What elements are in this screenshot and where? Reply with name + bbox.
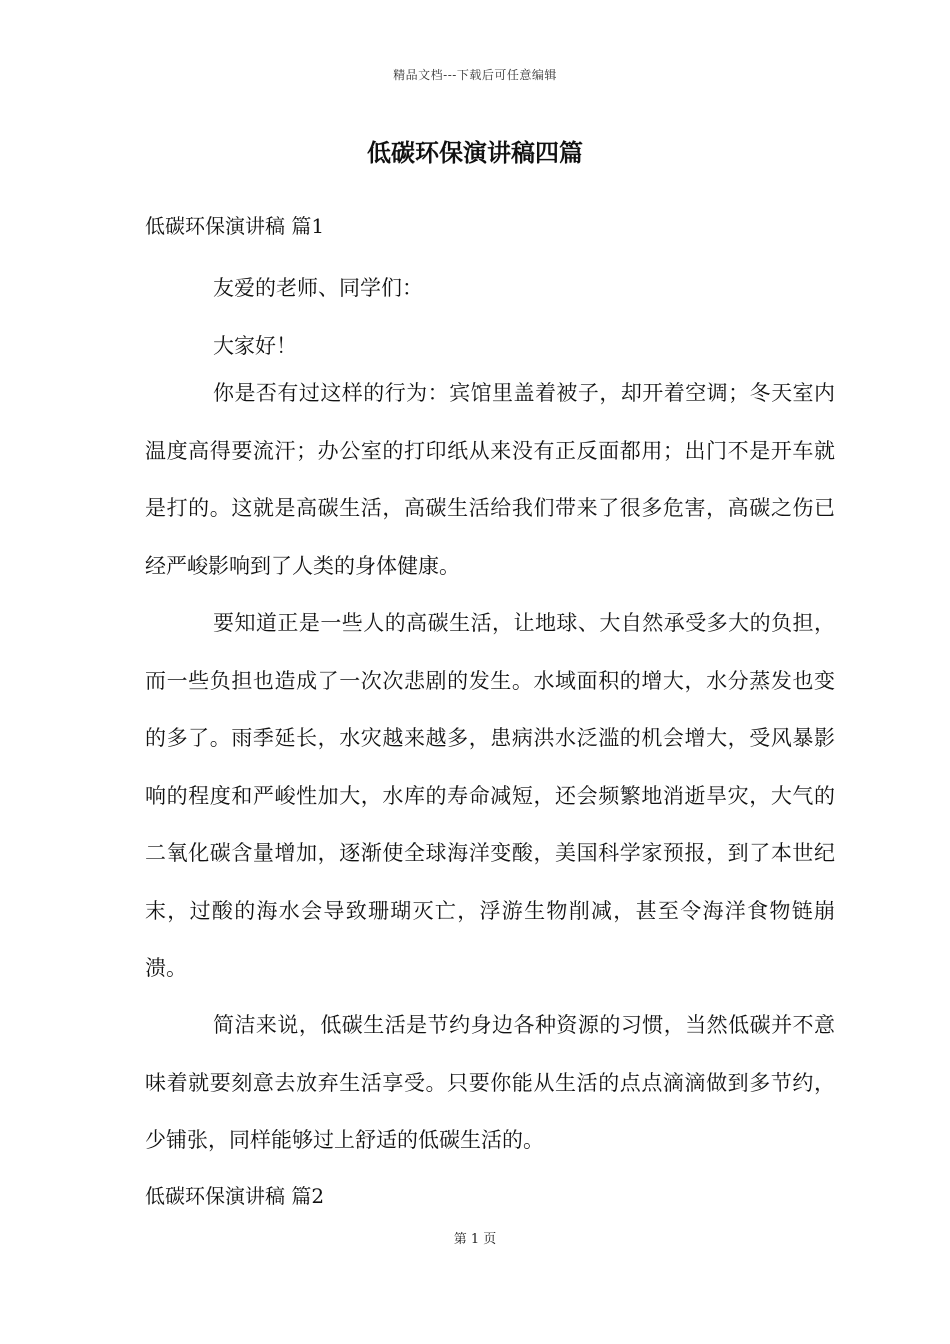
page-number-footer: 第 1 页 [453,1232,497,1247]
document-title: 低碳环保演讲稿四篇 [367,138,583,167]
section-heading-1: 低碳环保演讲稿 篇1 [145,214,325,238]
greeting-line: 友爱的老师、同学们： [213,276,423,300]
header-note: 精品文档---下载后可任意编辑 [393,68,557,82]
body-paragraph: 要知道正是一些人的高碳生活，让地球、大自然承受多大的负担，而一些负担也造成了一次次悲剧的发生。水域面积的增大，水分蒸发也变的多了。雨季延长，水灾越来越多，患病洪水泛滥的机会增大，受风暴影响的程度和严峻性加大，水库的寿命减短，还会频繁地消逝旱灾，大气的二氧化碳含量增加，逐渐使全球海洋变酸，美国科学家预报，到了本世纪末，过酸的海水会导致珊瑚灭亡，浮游生物削减，甚至令海洋食物链崩溃。 [145,611,835,980]
body-paragraph: 简洁来说，低碳生活是节约身边各种资源的习惯，当然低碳并不意味着就要刻意去放弃生活享受。只要你能从生活的点点滴滴做到多节约，少铺张，同样能够过上舒适的低碳生活的。 [145,1013,835,1152]
section-heading-2: 低碳环保演讲稿 篇2 [145,1184,325,1208]
body-paragraph: 你是否有过这样的行为：宾馆里盖着被子，却开着空调；冬天室内温度高得要流汗；办公室的打印纸从来没有正反面都用；出门不是开车就是打的。这就是高碳生活，高碳生活给我们带来了很多危害，高碳之伤已经严峻影响到了人类的身体健康。 [145,381,835,578]
salutation-line: 大家好！ [213,334,297,358]
